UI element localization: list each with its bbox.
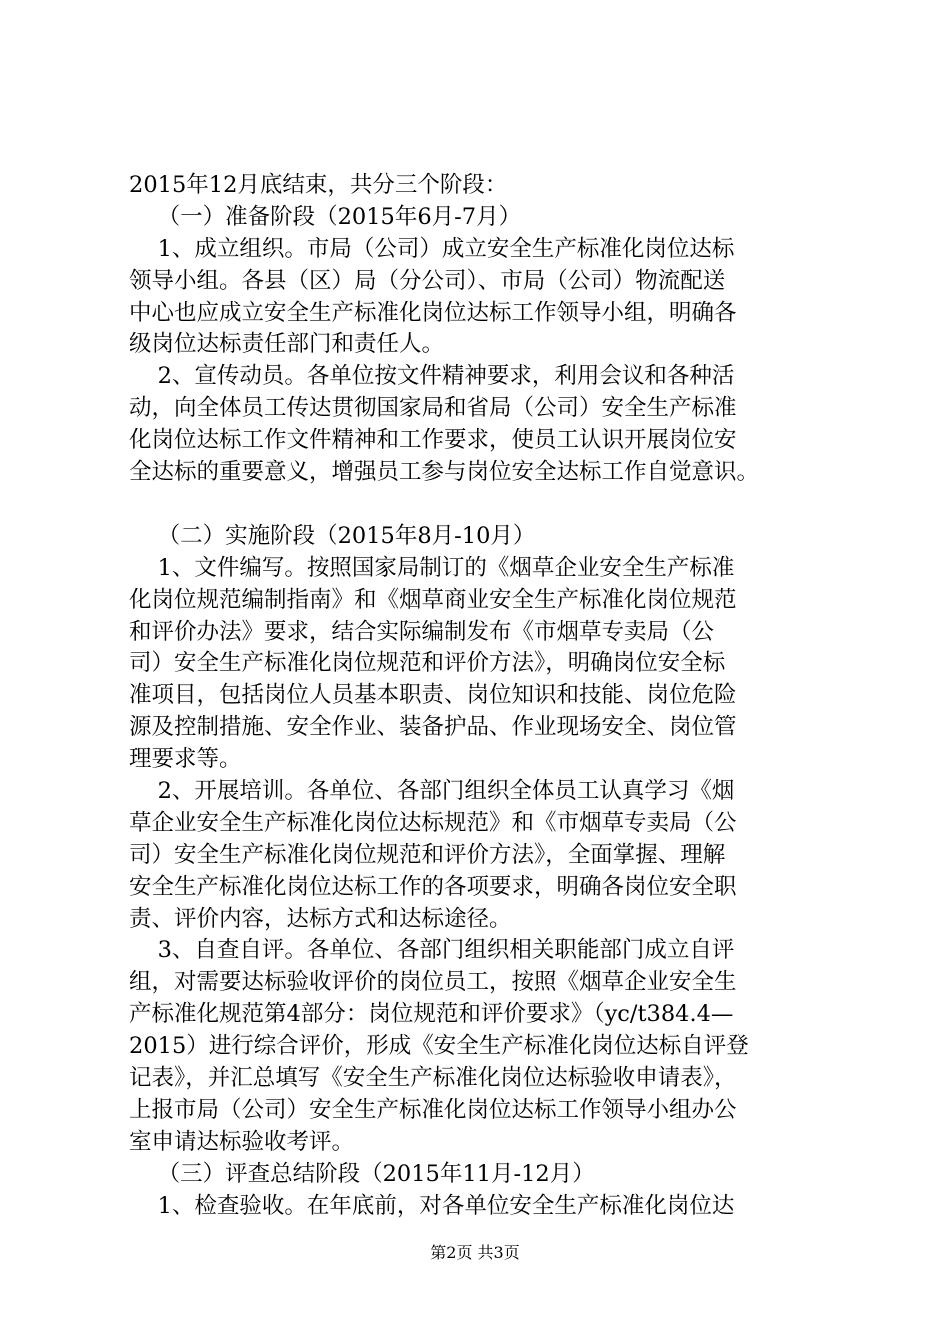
text-line: 全达标的重要意义，增强员工参与岗位安全达标工作自觉意识。 — [129, 459, 760, 486]
text-line: 产标准化规范第4部分：岗位规范和评价要求》（yc/t384.4— — [129, 1001, 734, 1028]
text-line: （二）实施阶段（2015年8月-10月） — [129, 522, 536, 549]
text-line: 2015年12月底结束，共分三个阶段： — [129, 172, 508, 198]
text-line: 化岗位达标工作文件精神和工作要求，使员工认识开展岗位安 — [129, 427, 737, 454]
text-line: 2015）进行综合评价，形成《安全生产标准化岗位达标自评登 — [129, 1033, 749, 1060]
text-line: 1、成立组织。市局（公司）成立安全生产标准化岗位达标 — [129, 235, 735, 262]
section-part2 — [129, 521, 841, 1223]
text-line: 理要求等。 — [129, 746, 242, 773]
text-line: 动，向全体员工传达贯彻国家局和省局（公司）安全生产标准 — [129, 395, 737, 422]
text-line: 2、开展培训。各单位、各部门组织全体员工认真学习《烟 — [129, 778, 735, 805]
text-line: 3、自查自评。各单位、各部门组织相关职能部门成立自评 — [129, 937, 735, 964]
text-line: 领导小组。各县（区）局（分公司）、市局（公司）物流配送 — [129, 267, 726, 294]
text-line: 和评价办法》要求，结合实际编制发布《市烟草专卖局（公 — [129, 618, 715, 645]
text-line: 草企业安全生产标准化岗位达标规范》和《市烟草专卖局（公 — [129, 809, 737, 836]
text-line: 源及控制措施、安全作业、装备护品、作业现场安全、岗位管 — [129, 714, 737, 741]
text-line: （三）评查总结阶段（2015年11月-12月） — [129, 1160, 595, 1187]
page-footer: 第2页 共3页 — [430, 1243, 520, 1262]
text-line: 司）安全生产标准化岗位规范和评价方法》，全面掌握、理解 — [129, 841, 726, 868]
text-line: 1、检查验收。在年底前，对各单位安全生产标准化岗位达 — [129, 1192, 735, 1219]
text-line: 司）安全生产标准化岗位规范和评价方法》，明确岗位安全标 — [129, 650, 726, 677]
text-line: 级岗位达标责任部门和责任人。 — [129, 331, 445, 358]
text-line: 组，对需要达标验收评价的岗位员工，按照《烟草企业安全生 — [129, 969, 737, 996]
text-line: （一）准备阶段（2015年6月-7月） — [129, 203, 522, 230]
text-line: 室申请达标验收考评。 — [129, 1128, 355, 1155]
text-line: 上报市局（公司）安全生产标准化岗位达标工作领导小组办公 — [129, 1096, 737, 1123]
paragraph-gap — [129, 489, 841, 521]
text-line: 记表》，并汇总填写《安全生产标准化岗位达标验收申请表》， — [129, 1065, 737, 1092]
section-part1 — [129, 170, 841, 489]
text-line: 安全生产标准化岗位达标工作的各项要求，明确各岗位安全职 — [129, 873, 737, 900]
text-line: 准项目，包括岗位人员基本职责、岗位知识和技能、岗位危险 — [129, 682, 737, 709]
text-line: 化岗位规范编制指南》和《烟草商业安全生产标准化岗位规范 — [129, 586, 737, 613]
text-line: 1、文件编写。按照国家局制订的《烟草企业安全生产标准 — [129, 554, 735, 581]
document-body — [129, 170, 841, 1223]
text-line: 中心也应成立安全生产标准化岗位达标工作领导小组，明确各 — [129, 299, 737, 326]
text-line: 责、评价内容，达标方式和达标途径。 — [129, 905, 512, 932]
text-line: 2、宣传动员。各单位按文件精神要求，利用会议和各种活 — [129, 363, 735, 390]
